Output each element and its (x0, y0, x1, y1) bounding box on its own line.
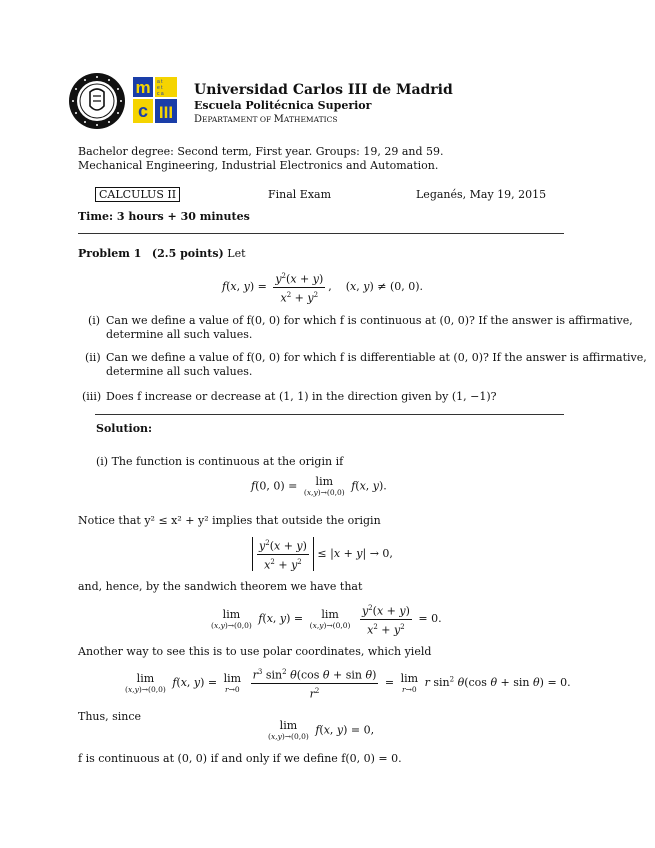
svg-text:e t: e t (157, 85, 163, 91)
solution-paragraph-2: Notice that y² ≤ x² + y² implies that outside the origin (78, 514, 381, 527)
department-name: DEPARTAMENT OF MATHEMATICS (194, 114, 338, 125)
equation-sandwich: lim (x,y)→(0,0) f(x, y) = lim (x,y)→(0,0) $\frac{y^2(x + y)}{x^2 + y^2}$ = 0. (211, 604, 442, 637)
divider (78, 233, 564, 234)
equation-limit-zero: lim (x,y)→(0,0) f(x, y) = 0, (268, 719, 375, 741)
course-name-box: CALCULUS II (95, 187, 180, 202)
problem-item-2: (ii) Can we define a value of f(0, 0) for which f is differentiable at (0, 0)? If the answer is affirmative, (85, 351, 647, 364)
svg-text:c a: c a (157, 91, 164, 97)
svg-text:c: c (137, 101, 149, 121)
exam-time: Time: 3 hours + 30 minutes (78, 210, 250, 223)
place-date: Leganés, May 19, 2015 (416, 188, 547, 201)
problem-header: Problem 1 (2.5 points) Let (78, 247, 246, 260)
exam-type: Final Exam (268, 188, 332, 201)
problem-item-1: (i) Can we define a value of f(0, 0) for which f is continuous at (0, 0)? If the answer is affirmative, (88, 314, 633, 327)
solution-divider (95, 414, 564, 415)
solution-paragraph-6: f is continuous at (0, 0) if and only if we define f(0, 0) = 0. (78, 752, 402, 765)
solution-paragraph-4: Another way to see this is to use polar coordinates, which yield (78, 645, 432, 658)
equation-polar: lim (x,y)→(0,0) f(x, y) = lim r→0 $\frac{r^3 \sin^2 \theta(\cos \theta + \sin \theta)}{r^2}$ = lim r→0 r $\sin^2 \theta(\cos$ θ + sin θ) = 0. (125, 668, 571, 701)
problem-item-1-cont: determine all such values. (106, 328, 253, 341)
solution-heading: Solution: (96, 422, 153, 435)
university-name: Universidad Carlos III de Madrid (194, 82, 453, 98)
school-name: Escuela Politécnica Superior (194, 99, 372, 112)
programs-line: Mechanical Engineering, Industrial Electronics and Automation. (78, 159, 439, 172)
solution-paragraph-1: (i) The function is continuous at the origin if (96, 455, 344, 468)
degree-line: Bachelor degree: Second term, First year. Groups: 19, 29 and 59. (78, 145, 444, 158)
equation-continuity: f(0, 0) = lim (x,y)→(0,0) f(x, y). (251, 475, 387, 497)
equation-bound: $\frac{y^2(x + y)}{x^2 + y^2}$ ≤ |x + y| → 0, (252, 537, 393, 571)
solution-paragraph-5: Thus, since (78, 710, 142, 723)
function-definition: f(x, y) = $\frac{y^2(x + y)}{x^2 + y^2}$ , (x, y) ≠ (0, 0). (222, 272, 424, 305)
svg-text:m: m (135, 78, 151, 97)
math-department-logo (133, 77, 177, 123)
problem-item-2-cont: determine all such values. (106, 365, 253, 378)
svg-text:III: III (158, 103, 174, 122)
solution-paragraph-3: and, hence, by the sandwich theorem we have that (78, 580, 363, 593)
svg-text:a t: a t (157, 79, 163, 85)
problem-item-3: (iii) Does f increase or decrease at (1, 1) in the direction given by (1, −1)? (82, 390, 497, 403)
university-seal-logo (68, 72, 126, 130)
